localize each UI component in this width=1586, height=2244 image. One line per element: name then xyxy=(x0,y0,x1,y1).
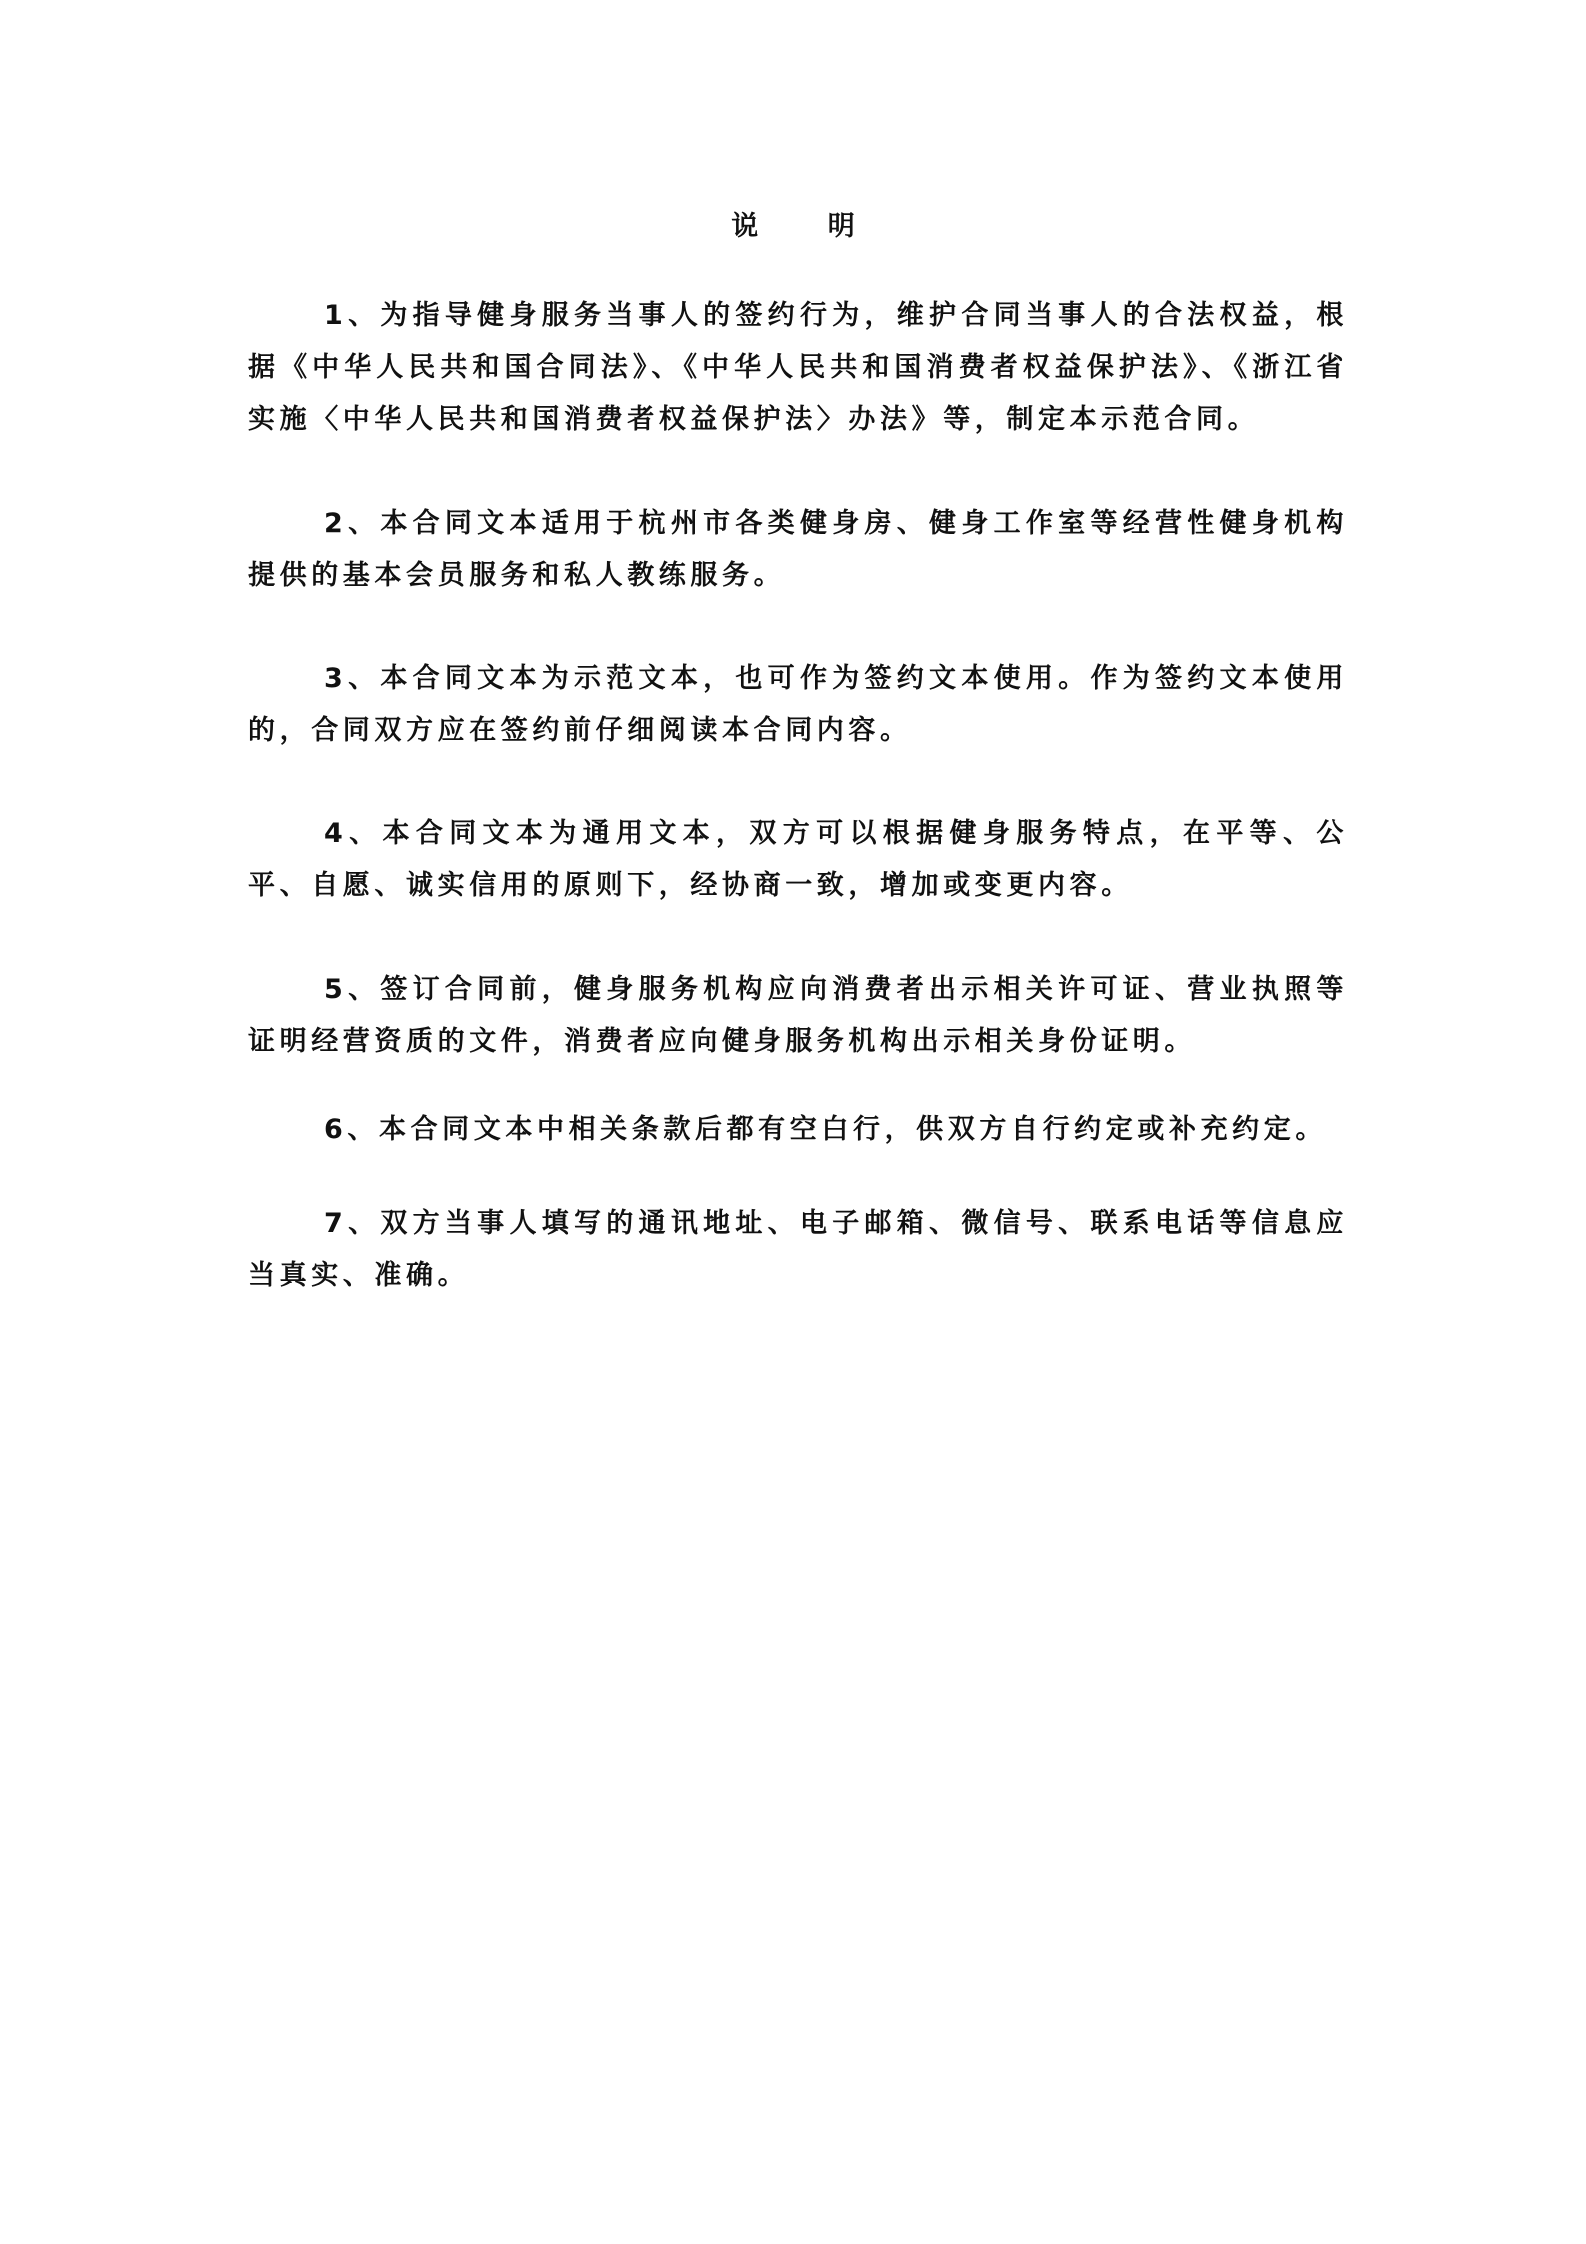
paragraph-7: 7、双方当事人填写的通讯地址、电子邮箱、微信号、联系电话等信息应当真实、准确。 xyxy=(248,1208,1348,1291)
paragraph-2: 2、本合同文本适用于杭州市各类健身房、健身工作室等经营性健身机构提供的基本会员服务和私人教练服务。 xyxy=(248,508,1348,591)
paragraph-4: 4、本合同文本为通用文本，双方可以根据健身服务特点，在平等、公平、自愿、诚实信用的原则下，经协商一致，增加或变更内容。 xyxy=(248,818,1348,901)
page-title: 说 明 xyxy=(731,211,885,242)
paragraph-1: 1、为指导健身服务当事人的签约行为，维护合同当事人的合法权益，根据《中华人民共和国合同法》、《中华人民共和国消费者权益保护法》、《浙江省实施〈中华人民共和国消费者权益保护法〉办法》等，制定本示范合同。 xyxy=(248,300,1348,435)
paragraph-3: 3、本合同文本为示范文本，也可作为签约文本使用。作为签约文本使用的，合同双方应在签约前仔细阅读本合同内容。 xyxy=(248,663,1348,746)
paragraph-5: 5、签订合同前，健身服务机构应向消费者出示相关许可证、营业执照等证明经营资质的文件，消费者应向健身服务机构出示相关身份证明。 xyxy=(248,974,1348,1057)
paragraph-6: 6、本合同文本中相关条款后都有空白行，供双方自行约定或补充约定。 xyxy=(324,1114,1327,1145)
